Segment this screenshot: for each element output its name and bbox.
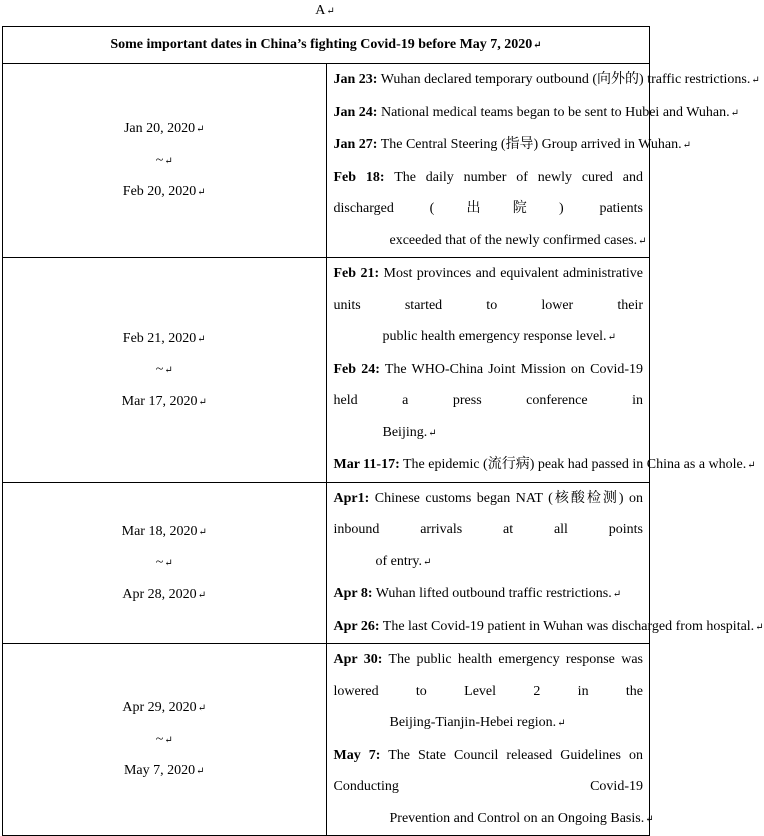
- events-cell: [326, 258, 756, 483]
- period-start-text: Apr 29, 2020: [122, 700, 197, 716]
- period-cell: [3, 644, 327, 836]
- period-start-text: Mar 18, 2020: [121, 523, 198, 539]
- period-cell: [3, 258, 327, 483]
- paragraph-mark: ↵: [164, 734, 173, 746]
- paragraph-mark: ↵: [751, 75, 760, 86]
- period-separator: [3, 724, 326, 756]
- period-separator-text: ~: [155, 152, 164, 168]
- event-entry: [333, 449, 756, 482]
- event-date: Apr 26:: [333, 618, 380, 634]
- period-end: [3, 579, 326, 611]
- paragraph-mark: ↵: [533, 40, 542, 51]
- paragraph-mark: ↵: [755, 621, 764, 633]
- event-date: Feb 18:: [333, 169, 385, 185]
- event-line: [334, 578, 644, 611]
- event-date: Feb 21:: [333, 266, 380, 281]
- event-line: [334, 354, 644, 417]
- period-end-text: Apr 28, 2020: [122, 586, 197, 602]
- event-date: Jan 27:: [333, 137, 378, 152]
- event-line: [333, 611, 764, 644]
- period-end: [3, 176, 326, 208]
- period-cell: [3, 64, 327, 258]
- paragraph-mark: ↵: [198, 396, 207, 408]
- event-line: [333, 129, 691, 162]
- table-title: Some important dates in China’s fighting Covid-19 before May 7, 2020: [110, 37, 533, 52]
- event-entry: [334, 258, 644, 354]
- period-start: [3, 516, 326, 548]
- period-start: [3, 323, 326, 355]
- table-row: [3, 258, 650, 483]
- event-text: The last Covid-19 patient in Wuhan was discharged from hospital.: [382, 618, 755, 634]
- event-text: exceeded that of the newly confirmed cases.: [389, 232, 638, 248]
- paragraph-mark: ↵: [164, 558, 173, 569]
- event-continuation-line: [334, 803, 654, 836]
- paragraph-mark: ↵: [638, 235, 647, 247]
- event-entry: [333, 740, 654, 836]
- event-text: The epidemic (流行病) peak had passed in China as a whole.: [402, 457, 747, 472]
- event-text: The WHO-China Joint Mission on Covid-19 held a press conference in: [333, 361, 644, 408]
- period-cell: [3, 482, 327, 644]
- period-separator-text: ~: [155, 731, 164, 747]
- event-text: Beijing.: [382, 424, 428, 440]
- period-separator: [3, 145, 326, 177]
- paragraph-mark: ↵: [428, 427, 437, 439]
- period-separator: [3, 547, 326, 579]
- period-start-text: Feb 21, 2020: [122, 330, 197, 346]
- period-end: [3, 755, 326, 787]
- event-entry: [334, 578, 644, 611]
- paragraph-mark: ↵: [164, 365, 173, 376]
- event-entry: [333, 611, 764, 644]
- period-start: [3, 113, 326, 145]
- event-date: Apr 8:: [333, 586, 373, 601]
- period-separator: [3, 354, 326, 386]
- paragraph-mark: ↵: [557, 718, 566, 729]
- event-text: National medical teams began to be sent to Hubei and Wuhan.: [380, 104, 730, 120]
- paragraph-mark: ↵: [198, 526, 207, 538]
- period-separator-text: ~: [155, 555, 164, 570]
- period-end: [3, 386, 326, 418]
- paragraph-mark: ↵: [682, 140, 691, 151]
- event-text: Most provinces and equivalent administrative units started to lower their: [333, 266, 644, 313]
- event-text: The daily number of newly cured and discharged (出院) patients: [333, 169, 644, 216]
- event-date: Mar 11-17:: [333, 457, 400, 472]
- event-continuation-line: [334, 225, 647, 258]
- event-line: [333, 449, 756, 482]
- event-continuation-line: [334, 707, 644, 740]
- event-line: [333, 97, 740, 130]
- event-line: [334, 740, 644, 803]
- event-entry: [334, 644, 644, 740]
- event-text: Wuhan lifted outbound traffic restrictions.: [375, 586, 612, 601]
- event-entry: [334, 354, 644, 450]
- paragraph-mark: ↵: [730, 107, 740, 119]
- event-line: [333, 64, 760, 97]
- event-date: Jan 24:: [333, 104, 378, 120]
- event-text: The public health emergency response was lowered to Level 2 in the: [333, 652, 643, 699]
- paragraph-mark: ↵: [423, 556, 432, 568]
- event-entry: [334, 483, 644, 579]
- event-text: Prevention and Control on an Ongoing Basis.: [389, 810, 645, 826]
- event-entry: [333, 129, 691, 162]
- event-date: Apr 30:: [333, 652, 383, 667]
- event-text: The Central Steering (指导) Group arrived in Wuhan.: [380, 137, 682, 152]
- paragraph-mark: ↵: [197, 187, 206, 199]
- event-text: Beijing-Tianjin-Hebei region.: [389, 715, 557, 730]
- period-start-text: Jan 20, 2020: [123, 121, 196, 137]
- table-row: [3, 482, 650, 644]
- period-end-text: Mar 17, 2020: [121, 393, 198, 409]
- page-heading: [0, 3, 650, 20]
- paragraph-mark: ↵: [197, 333, 206, 345]
- paragraph-mark: ↵: [607, 332, 616, 343]
- event-entry: [333, 162, 647, 258]
- event-line: [334, 483, 644, 546]
- paragraph-mark: ↵: [197, 589, 207, 601]
- paragraph-mark: ↵: [747, 460, 756, 471]
- events-cell: [326, 64, 760, 258]
- event-text: Chinese customs began NAT (核酸检测) on inbound arrivals at all points: [333, 490, 643, 537]
- event-date: Apr1:: [333, 490, 370, 506]
- event-text: The State Council released Guidelines on Conducting Covid-19: [333, 747, 643, 794]
- event-text: of entry.: [375, 553, 423, 569]
- events-cell: [326, 482, 764, 644]
- paragraph-mark: ↵: [196, 766, 205, 778]
- events-cell: [326, 644, 654, 836]
- paragraph-mark: ↵: [164, 155, 173, 167]
- timeline-table: [2, 26, 764, 836]
- table-row: [3, 644, 650, 836]
- paragraph-mark: ↵: [645, 813, 654, 825]
- heading-text: A: [315, 3, 326, 18]
- event-entry: [333, 97, 740, 130]
- event-entry: [333, 64, 760, 97]
- period-start: [3, 692, 326, 724]
- event-continuation-line: [334, 417, 644, 450]
- event-line: [334, 162, 644, 225]
- table-title-row: [3, 27, 650, 64]
- paragraph-mark: ↵: [326, 6, 335, 17]
- paragraph-mark: ↵: [196, 124, 205, 136]
- event-text: Wuhan declared temporary outbound (向外的) traffic restrictions.: [380, 72, 751, 87]
- period-end-text: May 7, 2020: [123, 763, 196, 779]
- event-continuation-line: [334, 546, 644, 579]
- table-row: [3, 64, 650, 258]
- paragraph-mark: ↵: [612, 589, 622, 600]
- table-title-cell: [3, 27, 650, 64]
- event-text: public health emergency response level.: [382, 329, 607, 344]
- period-separator-text: ~: [155, 362, 164, 377]
- event-date: Feb 24:: [333, 361, 380, 377]
- event-line: [334, 258, 644, 321]
- paragraph-mark: ↵: [197, 703, 207, 715]
- event-continuation-line: [334, 321, 644, 354]
- period-end-text: Feb 20, 2020: [122, 184, 197, 200]
- event-date: May 7:: [333, 747, 381, 763]
- event-date: Jan 23:: [333, 72, 378, 87]
- event-line: [334, 644, 644, 707]
